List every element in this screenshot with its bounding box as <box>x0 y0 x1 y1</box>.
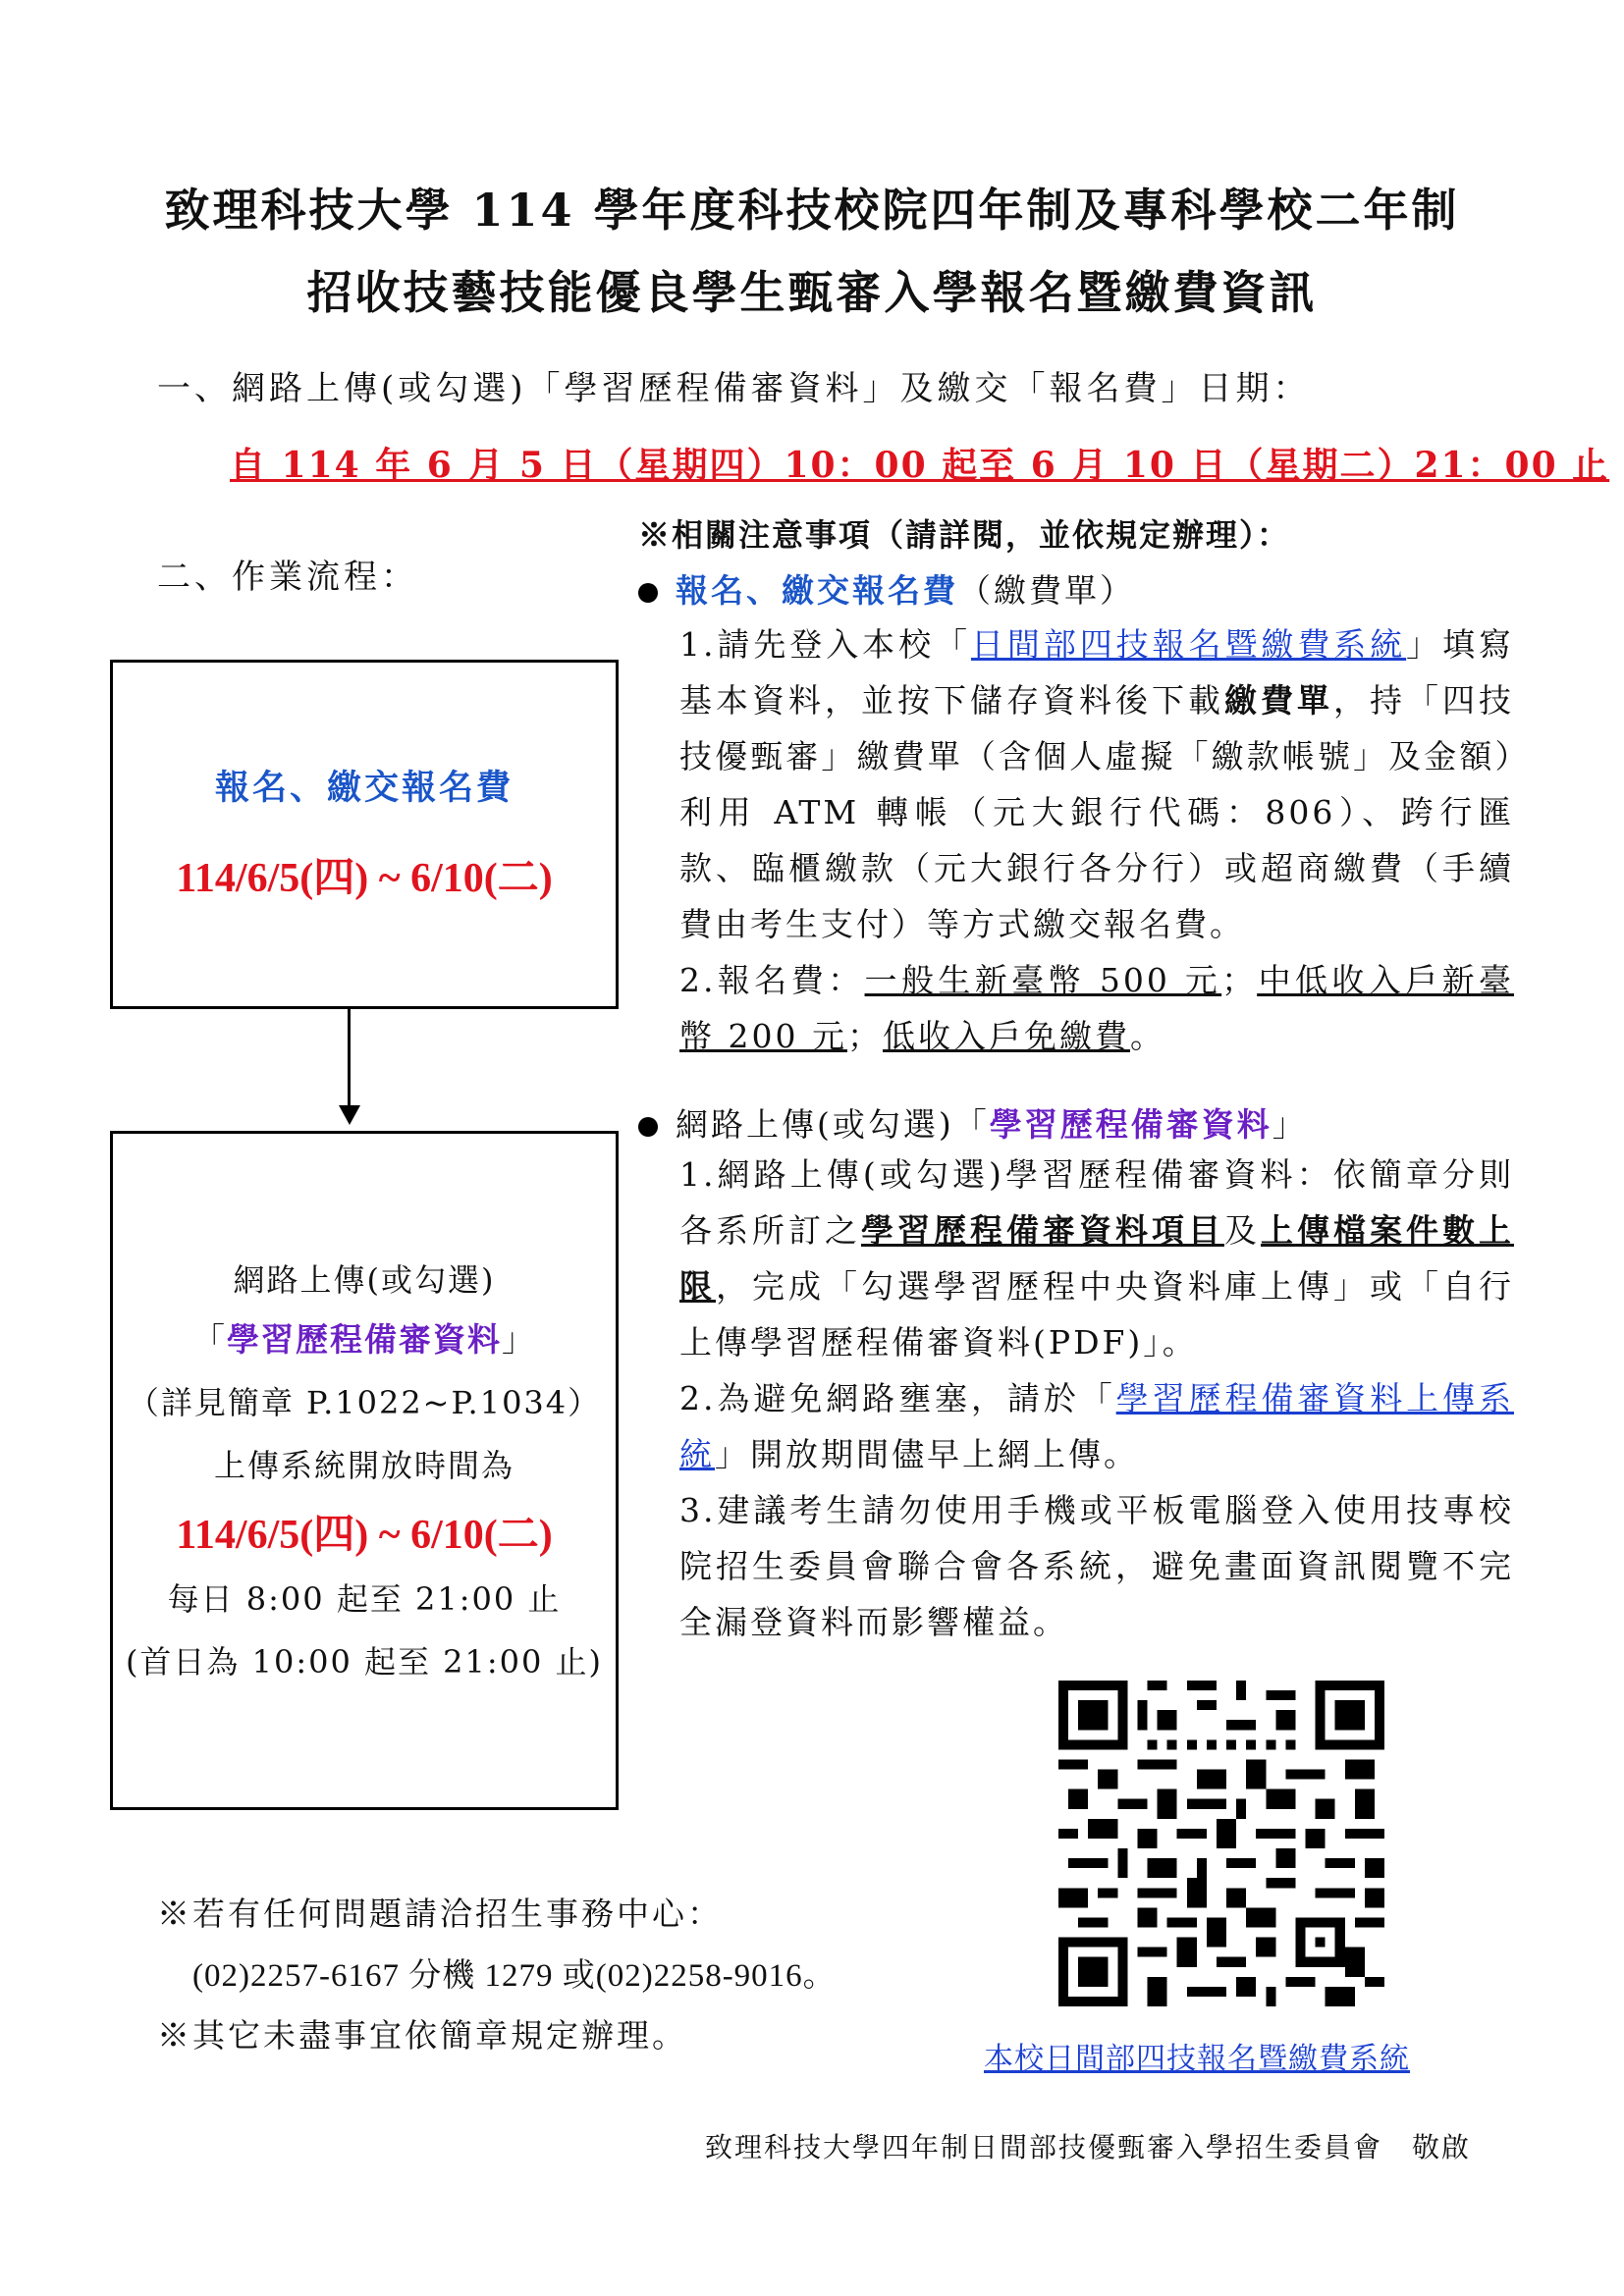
bullet-dot-icon <box>638 583 658 603</box>
registration-system-link[interactable]: 日間部四技報名暨繳費系統 <box>970 625 1407 664</box>
registration-period: 自 114 年 6 月 5 日（星期四）10：00 起至 6 月 10 日（星期二）21：00 止 <box>230 445 1610 486</box>
page-title: 致理科技大學 114 學年度科技校院四年制及專科學校二年制 <box>164 184 1460 237</box>
page-subtitle: 招收技藝技能優良學生甄審入學報名暨繳費資訊 <box>306 266 1318 319</box>
fee-prefix: 2.報名費： <box>679 961 865 999</box>
flow-box-upload-highlight: 學習歷程備審資料 <box>227 1320 502 1359</box>
upload-item1-text-c: ，完成「勾選學習歷程中央資料庫上傳」或「自行上傳學習歷程備審資料(PDF)」。 <box>679 1267 1514 1362</box>
flow-box-upload-line1: 網路上傳(或勾選) <box>233 1261 496 1299</box>
fee-low-middle-income: 中低收入戶新臺幣 200 元 <box>679 961 1514 1055</box>
bullet-dot-icon <box>638 1117 658 1137</box>
section1-heading: 一、網路上傳(或勾選)「學習歷程備審資料」及繳交「報名費」日期： <box>157 369 1311 408</box>
flow-box-upload-line3: （詳見簡章 P.1022~P.1034） <box>127 1384 602 1421</box>
fee-general: 一般生新臺幣 500 元 <box>864 961 1222 999</box>
contact-line1: ※若有任何問題請洽招生事務中心： <box>157 1895 723 1933</box>
flow-box-registration <box>110 660 619 1009</box>
fee-sep1: ； <box>1221 961 1258 999</box>
upload-item3: 3.建議考生請勿使用手機或平板電腦登入使用技專校院招生委員會聯合會各系統，避免畫面資訊閱覽不完全漏登資料而影響權益。 <box>679 1491 1514 1641</box>
footer-signature: 致理科技大學四年制日間部技優甄審入學招生委員會 敬啟 <box>705 2131 1472 2163</box>
upload-system-link[interactable]: 學習歷程備審資料上傳系統 <box>679 1379 1514 1473</box>
fee-sep2: ； <box>846 1017 883 1055</box>
qr-code-icon[interactable] <box>1058 1681 1384 2006</box>
registration-item1-prefix: 1.請先登入本校「 <box>679 625 971 664</box>
upload-item1-text-a: 1.網路上傳(或勾選)學習歷程備審資料：依簡章分則各系所訂之 <box>679 1155 1514 1250</box>
flow-arrow-head-icon <box>339 1105 360 1125</box>
upload-limit-label: 上傳檔案件數上限 <box>679 1211 1514 1306</box>
flow-box-upload-dates: 114/6/5(四) ~ 6/10(二) <box>176 1513 553 1558</box>
flow-box-upload-line6: 每日 8:00 起至 21:00 止 <box>167 1580 562 1618</box>
notes-heading: ※相關注意事項（請詳閱，並依規定辦理）： <box>638 516 1291 554</box>
flow-box-upload-line2 <box>113 1314 616 1361</box>
flow-box-registration-title: 報名、繳交報名費 <box>214 768 514 808</box>
section2-heading: 二、作業流程： <box>157 558 418 597</box>
registration-item1-text-a: 」填寫基本資料，並按下儲存資料後下載 <box>679 625 1515 720</box>
upload-item1 <box>679 1147 1514 1370</box>
bracket-open: 「 <box>192 1320 227 1359</box>
upload-item1-and: 及 <box>1224 1211 1261 1250</box>
payment-slip-label: 繳費單 <box>1224 681 1333 720</box>
bullet-upload-suffix: 」 <box>1272 1105 1308 1144</box>
flow-box-upload <box>110 1131 619 1810</box>
upload-item2-text-b: 」開放期間儘早上網上傳。 <box>715 1435 1139 1473</box>
bullet-upload <box>638 1099 1308 1146</box>
contact-line3: ※其它未盡事宜依簡章規定辦理。 <box>157 2016 687 2055</box>
upload-item2-text-a: 2.為避免網路壅塞，請於「 <box>679 1379 1116 1417</box>
contact-phone: (02)2257-6167 分機 1279 或(02)2258-9016。 <box>192 1958 837 1994</box>
fee-end: 。 <box>1129 1017 1165 1055</box>
bullet-upload-prefix: 網路上傳(或勾選)「 <box>676 1105 990 1144</box>
bullet-upload-title: 學習歷程備審資料 <box>989 1105 1272 1144</box>
fee-low-income: 低收入戶免繳費 <box>882 1017 1130 1055</box>
flow-box-registration-dates: 114/6/5(四) ~ 6/10(二) <box>176 856 553 901</box>
bracket-close: 」 <box>502 1320 536 1359</box>
upload-item2 <box>679 1370 1514 1482</box>
registration-item1-text-b: ，持「四技技優甄審」繳費單（含個人虛擬「繳款帳號」及金額）利用 ATM 轉帳（元大銀行代碼：806）、跨行匯款、臨櫃繳款（元大銀行各分行）或超商繳費（手續費由考生支付）等方式繳交報名費。 <box>679 681 1514 943</box>
flow-box-upload-line4: 上傳系統開放時間為 <box>213 1447 514 1484</box>
registration-item1 <box>679 616 1514 952</box>
qr-system-link[interactable]: 本校日間部四技報名暨繳費系統 <box>984 2042 1410 2076</box>
bullet-registration-suffix: （繳費單） <box>958 571 1135 610</box>
bullet-registration-title: 報名、繳交報名費 <box>676 571 958 610</box>
upload-items-label: 學習歷程備審資料項目 <box>861 1211 1224 1250</box>
flow-box-upload-line7: (首日為 10:00 起至 21:00 止) <box>125 1643 604 1681</box>
bullet-registration <box>638 565 1135 612</box>
registration-item2 <box>679 952 1514 1064</box>
flow-arrow-line <box>348 1009 351 1107</box>
